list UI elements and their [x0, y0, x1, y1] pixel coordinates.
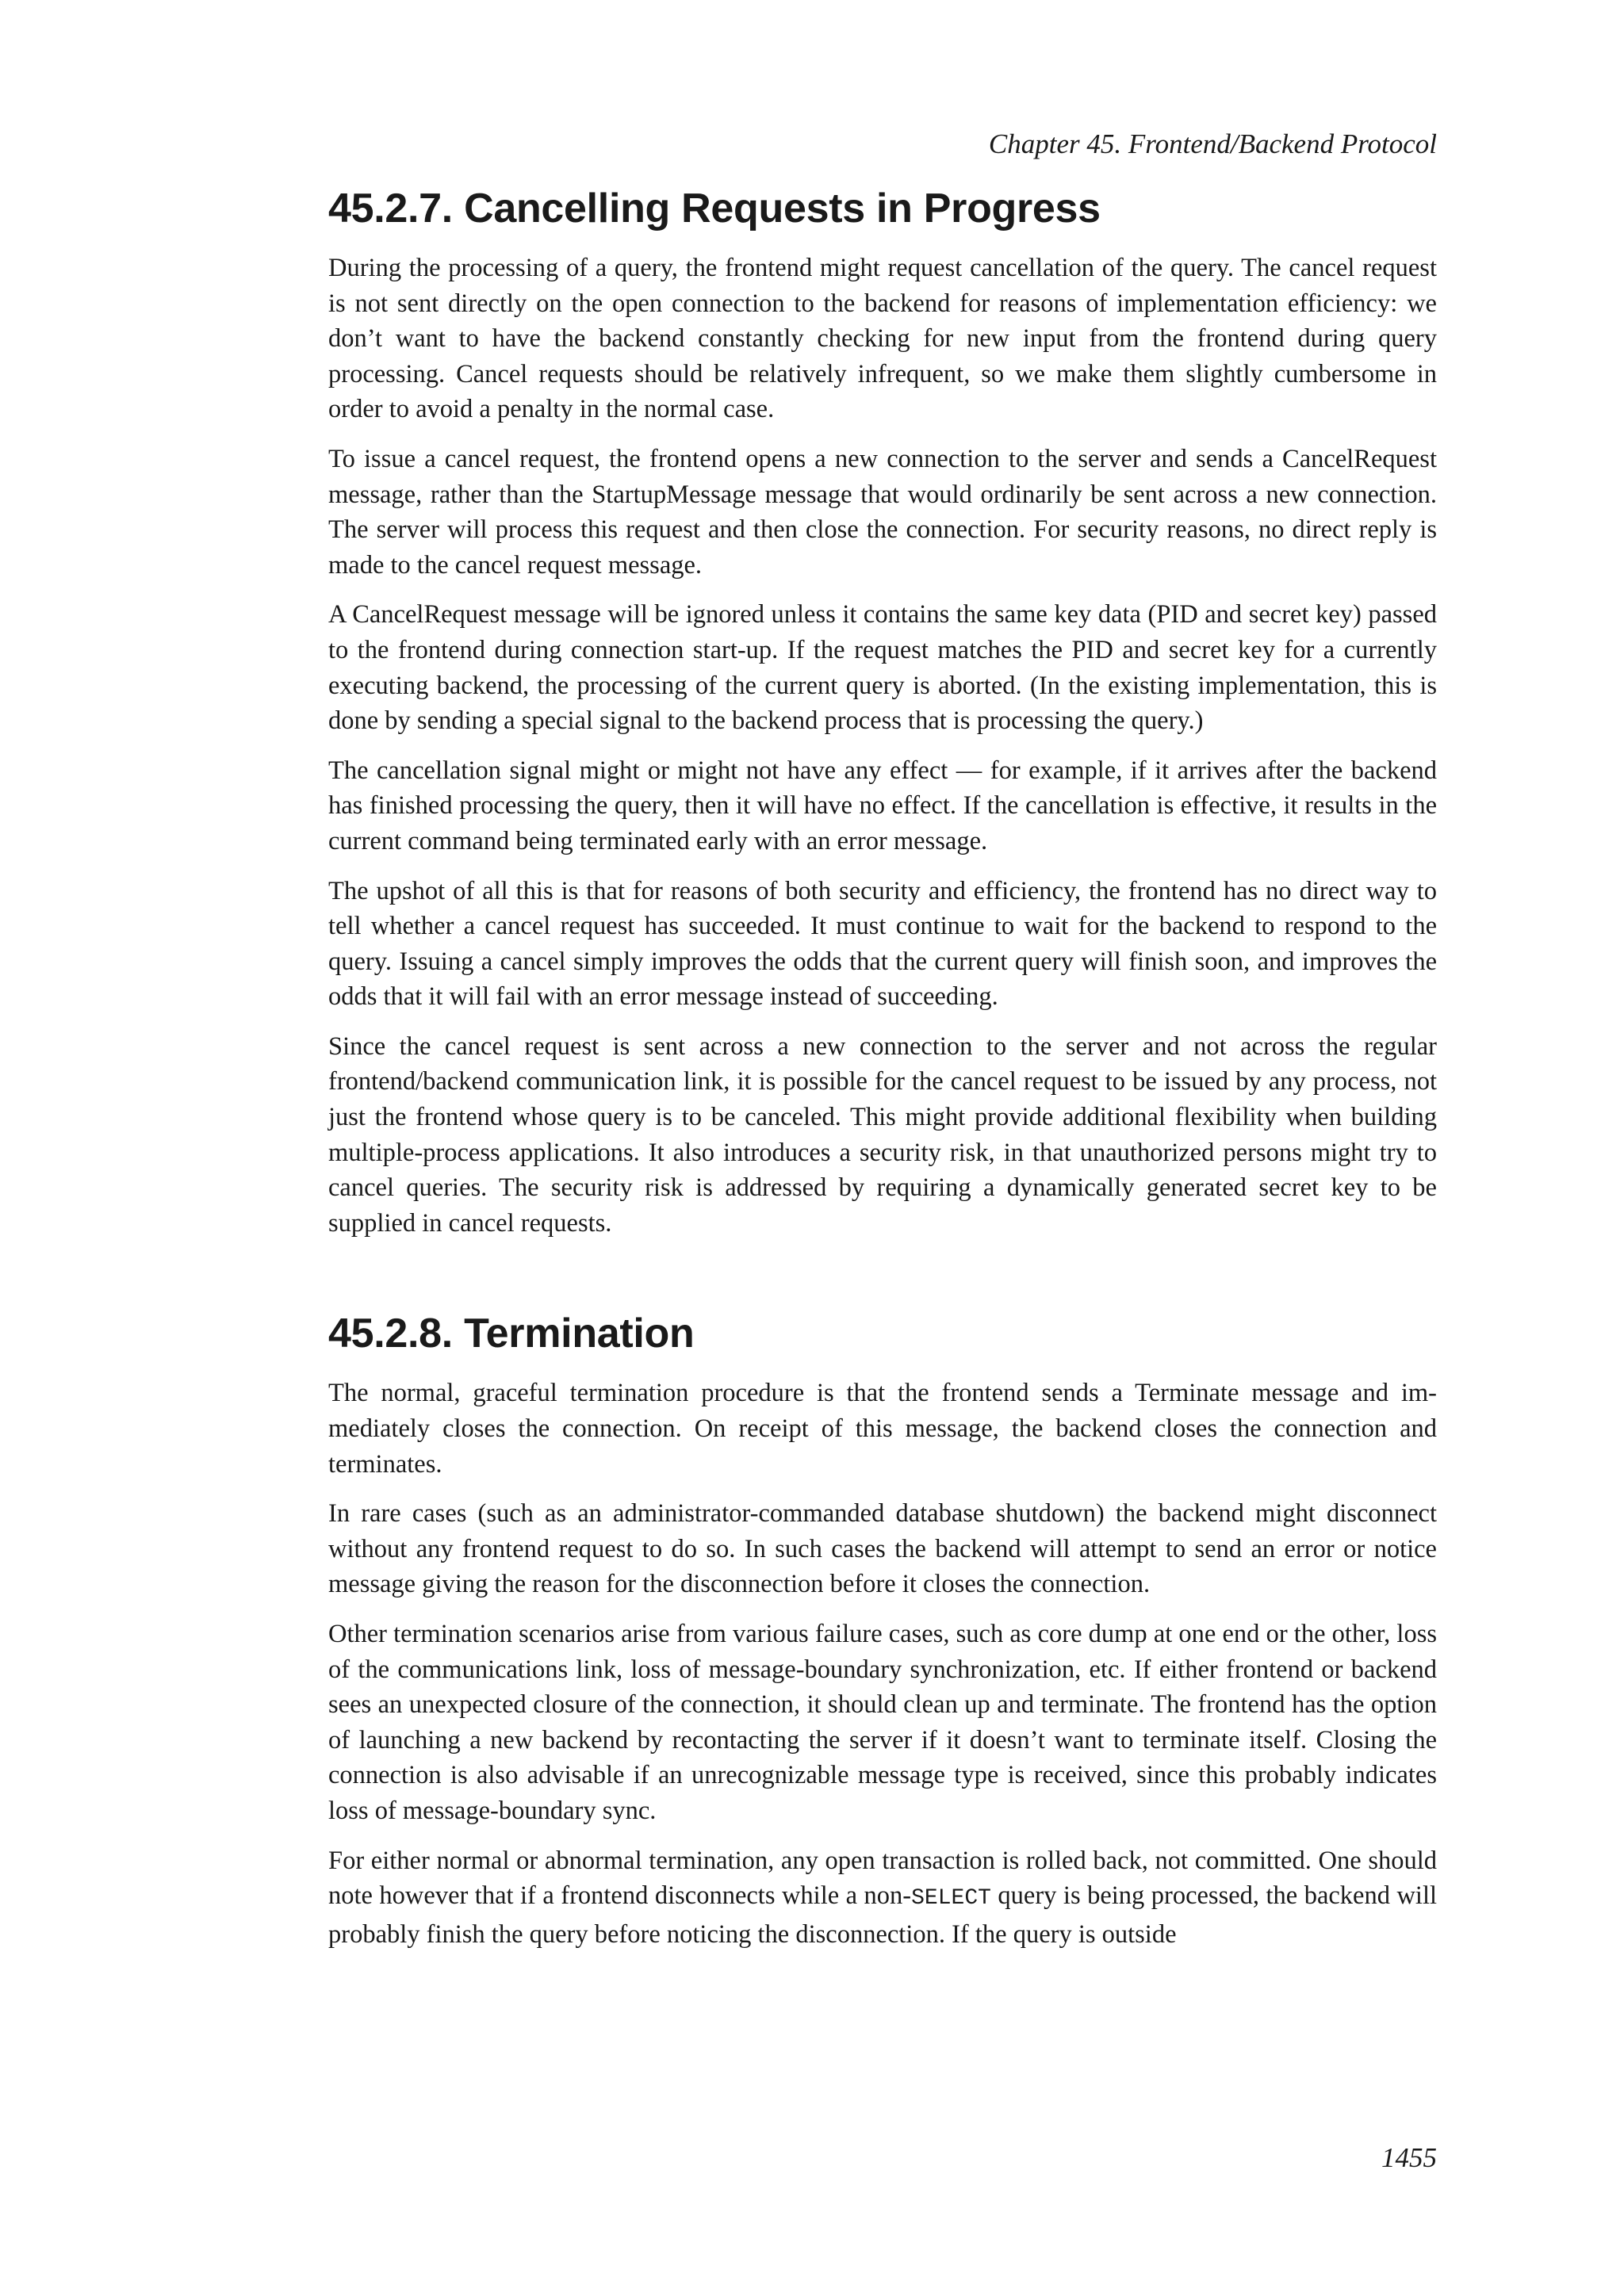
section-title-termination: 45.2.8. Termination [328, 1311, 695, 1357]
text-run: For either normal or abnormal termination, any open transaction is rolled back, not committed. One should note however that if a frontend disconnects while a non- [328, 1846, 1437, 1911]
inline-code: SELECT [911, 1886, 991, 1911]
paragraph: Other termination scenarios arise from various failure cases, such as core dump at one end or the other, loss of the communications link, loss of message-boundary synchronization, etc. If either frontend or backend sees an unexpected closure of the connection, it should clean up and terminate. The frontend has the option of launching a new backend by recontacting the server if it doesn’t want to terminate itself. Closing the connection is also advisable if an unrecognizable message type is received, since this probably indicates loss of message-boundary sync. [328, 1620, 1437, 1825]
running-header: Chapter 45. Frontend/Backend Protocol [988, 128, 1437, 159]
section-title-cancelling-requests: 45.2.7. Cancelling Requests in Progress [328, 186, 1101, 232]
document-page [328, 0, 1437, 2296]
paragraph-with-code [328, 1843, 1437, 1953]
paragraph: Since the cancel request is sent across a new connection to the server and not across the regular frontend/backend communication link, it is possible for the cancel request to be issued by any process, not just the frontend whose query is to be canceled. This might provide additional flexibility when building multiple-process applications. It also introduces a security risk, in that unauthorized persons might try to cancel queries. The security risk is addressed by requiring a dynamically generated secret key to be supplied in cancel requests. [328, 1031, 1437, 1238]
page-content [328, 181, 1437, 1966]
text-run: query is being processed, the backend will probably finish the query before noticing the disconnection. If the query is outside [328, 1881, 1438, 1949]
paragraph: A CancelRequest message will be ignored unless it contains the same key data (PID and secret key) passed to the frontend during connection start-up. If the request matches the PID and secret key for a currently executing backend, the processing of the current query is aborted. (In the existing implementation, this is done by sending a special signal to the backend process that is processing the query.) [328, 600, 1437, 736]
page-number: 1455 [1381, 2142, 1437, 2173]
paragraph: The cancellation signal might or might not have any effect — for example, if it arrives after the backend has finished processing the query, then it will have no effect. If the cancellation is effective, it results in the current command being terminated early with an error message. [328, 756, 1437, 855]
paragraph: The upshot of all this is that for reasons of both security and efficiency, the frontend has no direct way to tell whether a cancel request has succeeded. It must continue to wait for the backend to respond to the query. Issuing a cancel simply improves the odds that the current query will finish soon, and improves the odds that it will fail with an error message instead of succeeding. [328, 876, 1437, 1012]
paragraph: In rare cases (such as an administrator-commanded database shutdown) the backend might disconnect without any frontend request to do so. In such cases the backend will attempt to send an error or notice message giving the reason for the disconnection before it closes the connection. [328, 1499, 1437, 1599]
paragraph: During the processing of a query, the frontend might request cancellation of the query. The cancel request is not sent directly on the open connection to the backend for reasons of implementation efficiency: we don’t want to have the backend constantly checking for new input from the frontend during query processing. Cancel requests should be relatively infrequent, so we make them slightly cumbersome in order to avoid a penalty in the normal case. [328, 254, 1437, 424]
paragraph: To issue a cancel request, the frontend opens a new connection to the server and sends a CancelRequest message, rather than the StartupMessage message that would ordinarily be sent across a new connection. The server will process this request and then close the connection. For security reasons, no direct reply is made to the cancel request message. [328, 444, 1437, 580]
paragraph: The normal, graceful termination procedure is that the frontend sends a Terminate message and immediately closes the connection. On receipt of this message, the backend closes the connection and terminates. [328, 1379, 1437, 1479]
